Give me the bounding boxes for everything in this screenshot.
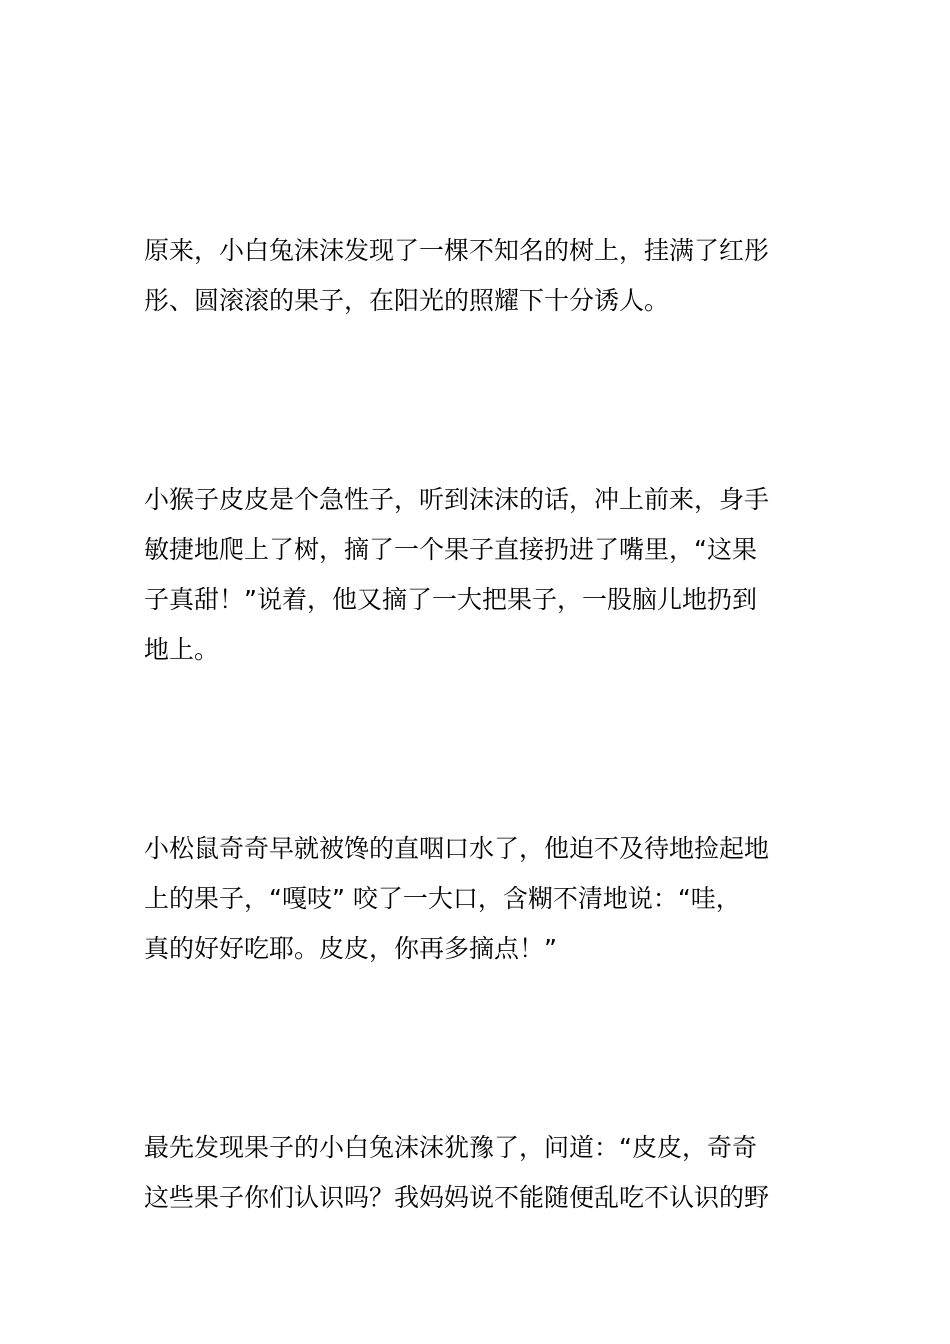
text-line: 地上。 bbox=[144, 635, 220, 664]
text-line: 真的好好吃耶。皮皮，你再多摘点！” bbox=[144, 934, 557, 963]
text-line: 这些果子你们认识吗？我妈妈说不能随便乱吃不认识的野 bbox=[144, 1183, 770, 1212]
text-line: 小猴子皮皮是个急性子，听到沫沫的话，冲上前来，身手 bbox=[144, 485, 770, 514]
text-line: 原来，小白兔沫沫发现了一棵不知名的树上，挂满了红彤 bbox=[144, 236, 770, 265]
text-line: 小松鼠奇奇早就被馋的直咽口水了，他迫不及待地捡起地 bbox=[144, 834, 770, 863]
text-line: 最先发现果子的小白兔沫沫犹豫了，问道：“皮皮，奇奇 bbox=[144, 1133, 757, 1162]
paragraph-1 bbox=[144, 226, 814, 326]
paragraph-2 bbox=[144, 475, 814, 675]
paragraph-3 bbox=[144, 824, 814, 974]
text-line: 敏捷地爬上了树，摘了一个果子直接扔进了嘴里，“这果 bbox=[144, 535, 757, 564]
text-line: 彤、圆滚滚的果子，在阳光的照耀下十分诱人。 bbox=[144, 286, 670, 315]
text-line: 子真甜！”说着，他又摘了一大把果子，一股脑儿地扔到 bbox=[144, 585, 757, 614]
paragraph-4 bbox=[144, 1123, 814, 1223]
text-line: 上的果子，“嘎吱” 咬了一大口，含糊不清地说：“哇， bbox=[144, 884, 741, 913]
